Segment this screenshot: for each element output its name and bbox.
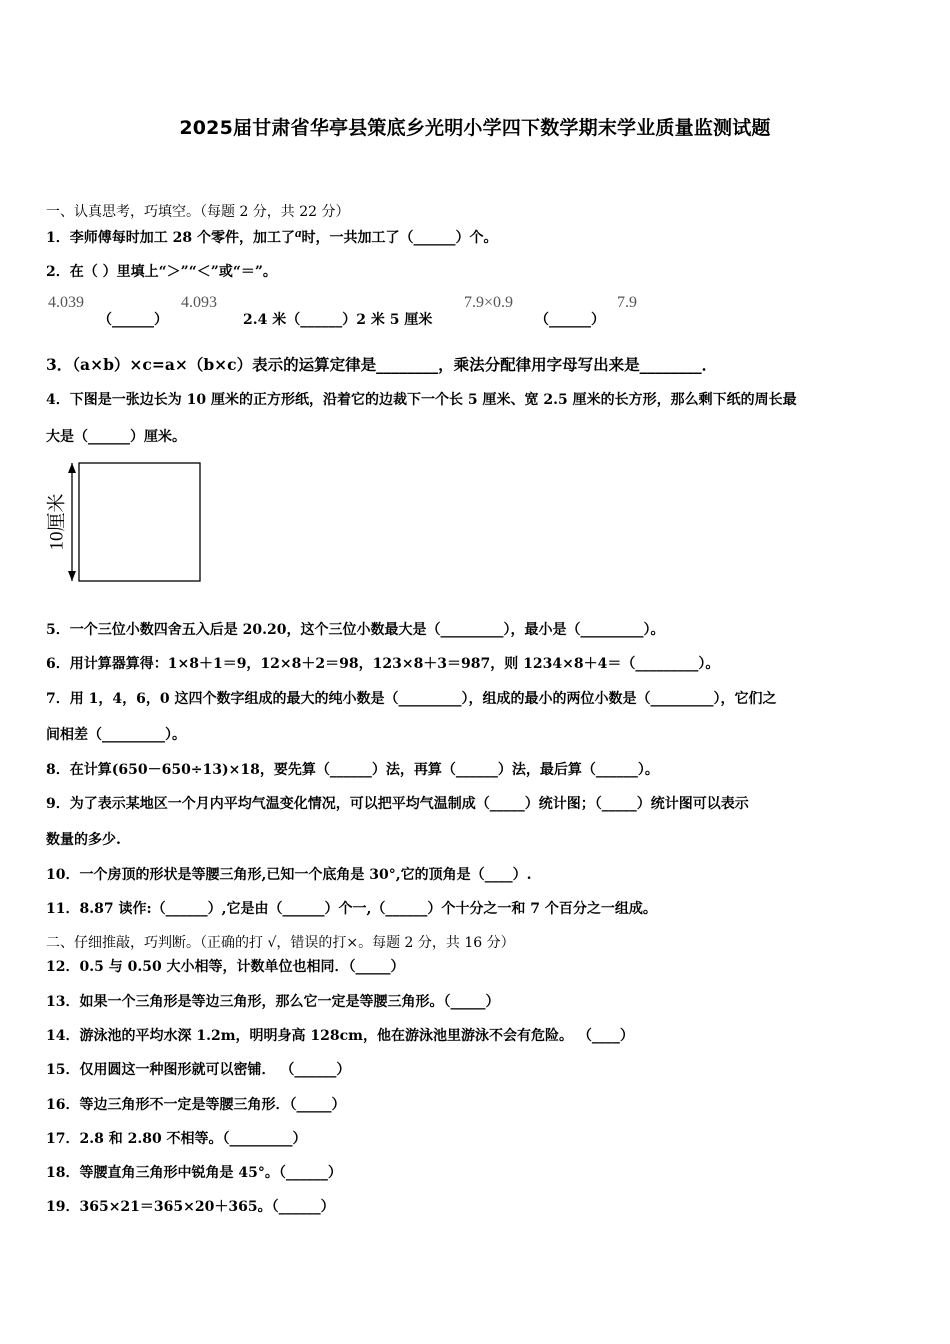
- square-outline: [79, 463, 200, 581]
- question-18: 18．等腰直角三角形中锐角是 45°。（______）: [46, 1165, 342, 1181]
- question-13: 13．如果一个三角形是等边三角形，那么它一定是等腰三角形。（_____）: [46, 994, 500, 1010]
- question-4-line-2: 大是（______）厘米。: [46, 429, 186, 445]
- dimension-arrow-bottom: [68, 571, 76, 581]
- q2-compare-1-blank: （______）: [98, 312, 168, 328]
- q2-compare-3-blank: （______）: [535, 312, 605, 328]
- question-12: 12．0.5 与 0.50 大小相等，计数单位也相同．（_____）: [46, 959, 405, 975]
- question-2: 2．在（ ）里填上“＞”“＜”或“＝”。: [46, 264, 277, 280]
- question-9-line-1: 9．为了表示某地区一个月内平均气温变化情况，可以把平均气温制成（_____）统计图；（_____）统计图可以表示: [46, 796, 749, 812]
- q1-before: 1．李师傅每时加工 28 个零件，加工了: [46, 230, 295, 246]
- page-title: 2025届甘肃省华亭县策底乡光明小学四下数学期末学业质量监测试题: [179, 117, 771, 139]
- question-10: 10．一个房顶的形状是等腰三角形,已知一个底角是 30°,它的顶角是（____）.: [46, 867, 532, 883]
- q2-compare-2: 2.4 米（______）2 米 5 厘米: [243, 312, 433, 328]
- question-11: 11．8.87 读作:（______）,它是由（______）个一,（______）个十分之一和 7 个百分之一组成。: [46, 901, 657, 917]
- question-17: 17．2.8 和 2.80 不相等。（_________）: [46, 1131, 307, 1147]
- question-3: 3．（a×b）×c=a×（b×c）表示的运算定律是________，乘法分配律用字母写出来是________．: [46, 355, 718, 374]
- question-8: 8．在计算(650－650÷13)×18，要先算（______）法，再算（______）法，最后算（______）。: [46, 762, 659, 778]
- dimension-arrow-top: [68, 463, 76, 473]
- question-7-line-2: 间相差（_________）。: [46, 727, 186, 743]
- section-1-heading: 一、认真思考，巧填空。（每题 2 分，共 22 分）: [46, 204, 350, 220]
- q2-compare-3-left: 7.9×0.9: [464, 294, 514, 311]
- question-16: 16．等边三角形不一定是等腰三角形．（_____）: [46, 1097, 346, 1113]
- q2-compare-3-right: 7.9: [617, 294, 637, 311]
- section-2-heading: 二、仔细推敲，巧判断。（正确的打 √，错误的打×。每题 2 分，共 16 分）: [46, 935, 515, 951]
- question-9-line-2: 数量的多少.: [46, 832, 121, 848]
- q1-variable: a: [294, 225, 302, 240]
- question-4-line-1: 4．下图是一张边长为 10 厘米的正方形纸，沿着它的边裁下一个长 5 厘米、宽 2.5 厘米的长方形，那么剩下纸的周长最: [46, 392, 797, 408]
- dimension-label: 10厘米: [46, 493, 68, 551]
- q1-after: 时，一共加工了（______）个。: [301, 230, 498, 246]
- question-5: 5．一个三位小数四舍五入后是 20.20，这个三位小数最大是（_________），最小是（_________）。: [46, 622, 665, 638]
- question-6: 6．用计算器算得：1×8＋1＝9，12×8＋2＝98，123×8＋3＝987，则 1234×8＋4＝（_________）。: [46, 656, 720, 672]
- question-1: [46, 225, 916, 247]
- square-paper-figure: [38, 456, 213, 588]
- question-15: 15．仅用圆这一种图形就可以密铺． （______）: [46, 1062, 351, 1078]
- q2-compare-1-right: 4.093: [181, 294, 217, 311]
- question-14: 14．游泳池的平均水深 1.2m，明明身高 128cm，他在游泳池里游泳不会有危险。 （____）: [46, 1028, 634, 1044]
- q2-compare-1-left: 4.039: [48, 294, 84, 311]
- question-7-line-1: 7．用 1，4，6，0 这四个数字组成的最大的纯小数是（_________），组成的最小的两位小数是（_________），它们之: [46, 691, 777, 707]
- question-19: 19．365×21＝365×20＋365。（______）: [46, 1199, 335, 1215]
